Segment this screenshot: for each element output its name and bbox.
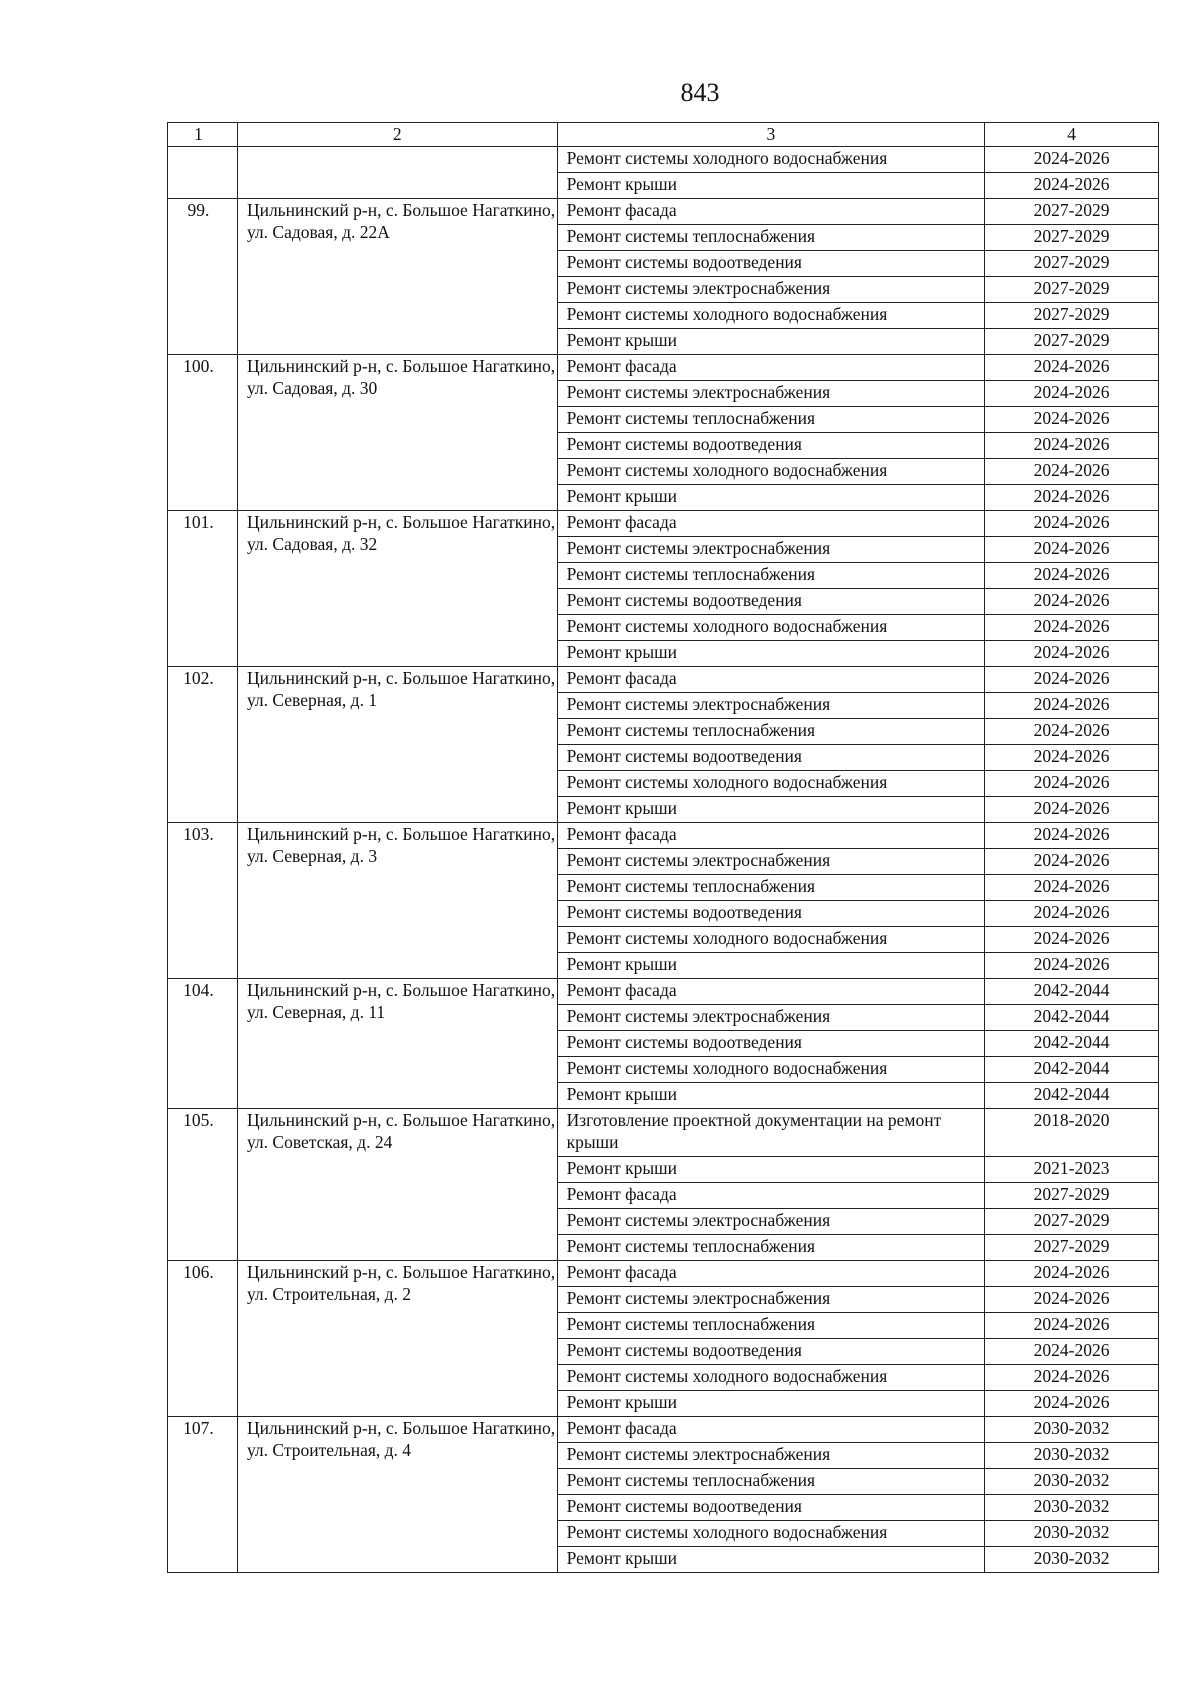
work-type-cell: Ремонт крыши	[557, 173, 985, 199]
work-type-cell: Ремонт системы теплоснабжения	[557, 1469, 985, 1495]
period-cell: 2024-2026	[985, 459, 1159, 485]
address-cell: Цильнинский р-н, с. Большое Нагаткино, ул. Советская, д. 24	[237, 1109, 557, 1261]
period-cell: 2021-2023	[985, 1157, 1159, 1183]
work-type-cell: Ремонт системы электроснабжения	[557, 849, 985, 875]
period-cell: 2042-2044	[985, 979, 1159, 1005]
period-cell: 2030-2032	[985, 1495, 1159, 1521]
address-cell: Цильнинский р-н, с. Большое Нагаткино, ул. Строительная, д. 4	[237, 1417, 557, 1573]
address-cell: Цильнинский р-н, с. Большое Нагаткино, ул. Садовая, д. 22А	[237, 199, 557, 355]
header-cell-3: 3	[557, 123, 985, 147]
period-cell: 2024-2026	[985, 641, 1159, 667]
work-type-cell: Ремонт крыши	[557, 1391, 985, 1417]
page-number: 843	[680, 78, 720, 107]
work-type-cell: Ремонт системы холодного водоснабжения	[557, 1521, 985, 1547]
table-row	[168, 147, 1159, 173]
work-type-cell: Ремонт системы холодного водоснабжения	[557, 927, 985, 953]
period-cell: 2030-2032	[985, 1547, 1159, 1573]
work-type-cell: Ремонт системы теплоснабжения	[557, 1235, 985, 1261]
period-cell: 2024-2026	[985, 1365, 1159, 1391]
work-type-cell: Ремонт системы водоотведения	[557, 745, 985, 771]
address-cell	[237, 147, 557, 199]
table-row	[168, 199, 1159, 225]
period-cell: 2024-2026	[985, 953, 1159, 979]
period-cell: 2024-2026	[985, 693, 1159, 719]
period-cell: 2030-2032	[985, 1417, 1159, 1443]
row-number-cell: 99.	[168, 199, 238, 355]
period-cell: 2024-2026	[985, 849, 1159, 875]
work-type-cell: Ремонт крыши	[557, 485, 985, 511]
work-type-cell: Ремонт системы электроснабжения	[557, 1209, 985, 1235]
work-type-cell: Ремонт системы электроснабжения	[557, 693, 985, 719]
table-row	[168, 1417, 1159, 1443]
work-type-cell: Ремонт фасада	[557, 823, 985, 849]
table-row	[168, 511, 1159, 537]
work-type-cell: Ремонт системы холодного водоснабжения	[557, 771, 985, 797]
work-type-cell: Ремонт системы теплоснабжения	[557, 1313, 985, 1339]
period-cell: 2024-2026	[985, 875, 1159, 901]
period-cell: 2024-2026	[985, 797, 1159, 823]
period-cell: 2024-2026	[985, 355, 1159, 381]
period-cell: 2024-2026	[985, 1391, 1159, 1417]
work-type-cell: Ремонт крыши	[557, 1083, 985, 1109]
period-cell: 2030-2032	[985, 1469, 1159, 1495]
work-type-cell: Ремонт системы водоотведения	[557, 1495, 985, 1521]
period-cell: 2024-2026	[985, 173, 1159, 199]
work-type-cell: Ремонт системы водоотведения	[557, 901, 985, 927]
address-cell: Цильнинский р-н, с. Большое Нагаткино, ул. Северная, д. 1	[237, 667, 557, 823]
row-number-cell: 101.	[168, 511, 238, 667]
work-type-cell: Ремонт системы холодного водоснабжения	[557, 303, 985, 329]
period-cell: 2027-2029	[985, 329, 1159, 355]
period-cell: 2024-2026	[985, 147, 1159, 173]
work-type-cell: Ремонт системы холодного водоснабжения	[557, 459, 985, 485]
row-number-cell: 102.	[168, 667, 238, 823]
period-cell: 2024-2026	[985, 589, 1159, 615]
works-table-body	[168, 123, 1159, 1573]
work-type-cell: Ремонт системы электроснабжения	[557, 1287, 985, 1313]
period-cell: 2042-2044	[985, 1057, 1159, 1083]
period-cell: 2024-2026	[985, 537, 1159, 563]
work-type-cell: Ремонт системы электроснабжения	[557, 277, 985, 303]
work-type-cell: Ремонт фасада	[557, 199, 985, 225]
table-row	[168, 667, 1159, 693]
period-cell: 2018-2020	[985, 1109, 1159, 1157]
table-row	[168, 1109, 1159, 1157]
work-type-cell: Ремонт системы водоотведения	[557, 251, 985, 277]
table-row	[168, 1261, 1159, 1287]
period-cell: 2027-2029	[985, 303, 1159, 329]
work-type-cell: Ремонт фасада	[557, 979, 985, 1005]
work-type-cell: Ремонт системы теплоснабжения	[557, 875, 985, 901]
address-cell: Цильнинский р-н, с. Большое Нагаткино, ул. Строительная, д. 2	[237, 1261, 557, 1417]
period-cell: 2024-2026	[985, 1313, 1159, 1339]
work-type-cell: Ремонт системы электроснабжения	[557, 1443, 985, 1469]
period-cell: 2027-2029	[985, 277, 1159, 303]
work-type-cell: Ремонт крыши	[557, 797, 985, 823]
page-number-wrap	[0, 78, 1200, 108]
row-number-cell: 107.	[168, 1417, 238, 1573]
work-type-cell: Ремонт системы холодного водоснабжения	[557, 147, 985, 173]
work-type-cell: Ремонт фасада	[557, 1261, 985, 1287]
work-type-cell: Ремонт системы электроснабжения	[557, 381, 985, 407]
table-row	[168, 355, 1159, 381]
period-cell: 2030-2032	[985, 1521, 1159, 1547]
work-type-cell: Ремонт системы водоотведения	[557, 1031, 985, 1057]
work-type-cell: Ремонт системы теплоснабжения	[557, 225, 985, 251]
period-cell: 2024-2026	[985, 927, 1159, 953]
period-cell: 2024-2026	[985, 563, 1159, 589]
work-type-cell: Ремонт системы водоотведения	[557, 433, 985, 459]
period-cell: 2024-2026	[985, 823, 1159, 849]
work-type-cell: Ремонт фасада	[557, 1417, 985, 1443]
period-cell: 2024-2026	[985, 485, 1159, 511]
header-cell-4: 4	[985, 123, 1159, 147]
address-cell: Цильнинский р-н, с. Большое Нагаткино, ул. Садовая, д. 30	[237, 355, 557, 511]
period-cell: 2024-2026	[985, 511, 1159, 537]
work-type-cell: Ремонт системы теплоснабжения	[557, 563, 985, 589]
work-type-cell: Ремонт фасада	[557, 1183, 985, 1209]
work-type-cell: Ремонт крыши	[557, 953, 985, 979]
work-type-cell: Ремонт системы холодного водоснабжения	[557, 1365, 985, 1391]
table-row	[168, 979, 1159, 1005]
period-cell: 2027-2029	[985, 225, 1159, 251]
work-type-cell: Ремонт крыши	[557, 1547, 985, 1573]
work-type-cell: Ремонт системы электроснабжения	[557, 537, 985, 563]
address-cell: Цильнинский р-н, с. Большое Нагаткино, ул. Северная, д. 3	[237, 823, 557, 979]
address-cell: Цильнинский р-н, с. Большое Нагаткино, ул. Северная, д. 11	[237, 979, 557, 1109]
header-cell-2: 2	[237, 123, 557, 147]
work-type-cell: Ремонт системы электроснабжения	[557, 1005, 985, 1031]
period-cell: 2024-2026	[985, 719, 1159, 745]
address-cell: Цильнинский р-н, с. Большое Нагаткино, ул. Садовая, д. 32	[237, 511, 557, 667]
period-cell: 2024-2026	[985, 1339, 1159, 1365]
work-type-cell: Ремонт системы теплоснабжения	[557, 719, 985, 745]
period-cell: 2024-2026	[985, 771, 1159, 797]
work-type-cell: Ремонт системы холодного водоснабжения	[557, 1057, 985, 1083]
works-table	[167, 122, 1159, 1573]
work-type-cell: Ремонт системы водоотведения	[557, 589, 985, 615]
period-cell: 2027-2029	[985, 1235, 1159, 1261]
row-number-cell: 100.	[168, 355, 238, 511]
row-number-cell: 103.	[168, 823, 238, 979]
period-cell: 2024-2026	[985, 745, 1159, 771]
row-number-cell	[168, 147, 238, 199]
work-type-cell: Ремонт фасада	[557, 355, 985, 381]
work-type-cell: Изготовление проектной документации на ремонт крыши	[557, 1109, 985, 1157]
work-type-cell: Ремонт крыши	[557, 1157, 985, 1183]
work-type-cell: Ремонт фасада	[557, 511, 985, 537]
period-cell: 2042-2044	[985, 1005, 1159, 1031]
work-type-cell: Ремонт крыши	[557, 641, 985, 667]
period-cell: 2024-2026	[985, 615, 1159, 641]
period-cell: 2030-2032	[985, 1443, 1159, 1469]
row-number-cell: 105.	[168, 1109, 238, 1261]
work-type-cell: Ремонт системы теплоснабжения	[557, 407, 985, 433]
period-cell: 2024-2026	[985, 1287, 1159, 1313]
period-cell: 2027-2029	[985, 199, 1159, 225]
period-cell: 2027-2029	[985, 251, 1159, 277]
period-cell: 2024-2026	[985, 901, 1159, 927]
period-cell: 2042-2044	[985, 1031, 1159, 1057]
row-number-cell: 106.	[168, 1261, 238, 1417]
period-cell: 2024-2026	[985, 667, 1159, 693]
period-cell: 2024-2026	[985, 381, 1159, 407]
header-row	[168, 123, 1159, 147]
period-cell: 2027-2029	[985, 1183, 1159, 1209]
work-type-cell: Ремонт фасада	[557, 667, 985, 693]
period-cell: 2042-2044	[985, 1083, 1159, 1109]
header-cell-1: 1	[168, 123, 238, 147]
period-cell: 2027-2029	[985, 1209, 1159, 1235]
period-cell: 2024-2026	[985, 407, 1159, 433]
table-row	[168, 823, 1159, 849]
work-type-cell: Ремонт крыши	[557, 329, 985, 355]
work-type-cell: Ремонт системы холодного водоснабжения	[557, 615, 985, 641]
period-cell: 2024-2026	[985, 433, 1159, 459]
row-number-cell: 104.	[168, 979, 238, 1109]
period-cell: 2024-2026	[985, 1261, 1159, 1287]
work-type-cell: Ремонт системы водоотведения	[557, 1339, 985, 1365]
